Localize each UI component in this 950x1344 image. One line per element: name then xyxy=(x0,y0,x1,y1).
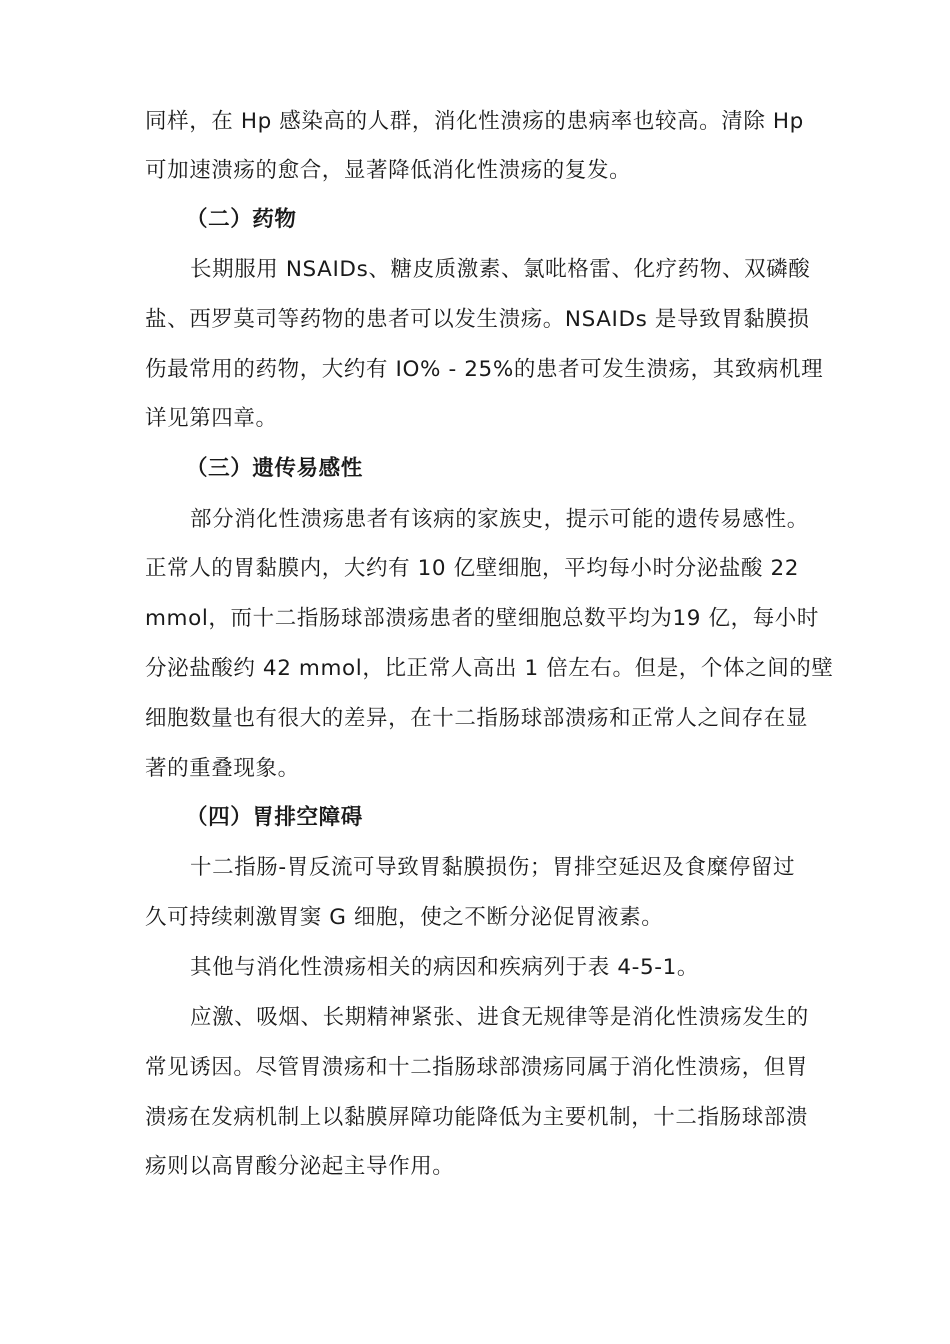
paragraph-genetics-line-2: 正常人的胃黏膜内，大约有 10 亿壁细胞，平均每小时分泌盐酸 22 xyxy=(145,556,800,581)
paragraph-drugs-line-2: 盐、西罗莫司等药物的患者可以发生溃疡。NSAIDs 是导致胃黏膜损 xyxy=(145,307,810,332)
section-heading-gastric-emptying: （四）胃排空障碍 xyxy=(186,805,363,830)
paragraph-genetics-line-6: 著的重叠现象。 xyxy=(145,756,300,781)
paragraph-hp-line-1: 同样，在 Hp 感染高的人群，消化性溃疡的患病率也较高。清除 Hp xyxy=(145,109,804,134)
paragraph-drugs-line-4: 详见第四章。 xyxy=(145,406,278,431)
paragraph-genetics-line-1: 部分消化性溃疡患者有该病的家族史，提示可能的遗传易感性。 xyxy=(190,507,809,532)
paragraph-emptying-line-1: 十二指肠-胃反流可导致胃黏膜损伤；胃排空延迟及食糜停留过 xyxy=(190,855,796,880)
paragraph-emptying-line-2: 久可持续刺激胃窦 G 细胞，使之不断分泌促胃液素。 xyxy=(145,905,664,930)
paragraph-other-causes: 其他与消化性溃疡相关的病因和疾病列于表 4-5-1。 xyxy=(190,955,699,980)
paragraph-triggers-line-2: 常见诱因。尽管胃溃疡和十二指肠球部溃疡同属于消化性溃疡，但胃 xyxy=(145,1055,809,1080)
paragraph-triggers-line-3: 溃疡在发病机制上以黏膜屏障功能降低为主要机制，十二指肠球部溃 xyxy=(145,1105,809,1130)
paragraph-genetics-line-5: 细胞数量也有很大的差异，在十二指肠球部溃疡和正常人之间存在显 xyxy=(145,706,809,731)
paragraph-drugs-line-1: 长期服用 NSAIDs、糖皮质激素、氯吡格雷、化疗药物、双磷酸 xyxy=(190,257,811,282)
paragraph-hp-line-2: 可加速溃疡的愈合，显著降低消化性溃疡的复发。 xyxy=(145,158,632,183)
section-heading-drugs: （二）药物 xyxy=(186,207,297,232)
section-heading-genetics: （三）遗传易感性 xyxy=(186,456,363,481)
paragraph-triggers-line-4: 疡则以高胃酸分泌起主导作用。 xyxy=(145,1154,455,1179)
paragraph-genetics-line-3: mmol，而十二指肠球部溃疡患者的壁细胞总数平均为19 亿，每小时 xyxy=(145,606,820,631)
paragraph-triggers-line-1: 应激、吸烟、长期精神紧张、进食无规律等是消化性溃疡发生的 xyxy=(190,1005,809,1030)
paragraph-drugs-line-3: 伤最常用的药物，大约有 IO% - 25%的患者可发生溃疡，其致病机理 xyxy=(145,357,824,382)
paragraph-genetics-line-4: 分泌盐酸约 42 mmol，比正常人高出 1 倍左右。但是，个体之间的壁 xyxy=(145,656,834,681)
